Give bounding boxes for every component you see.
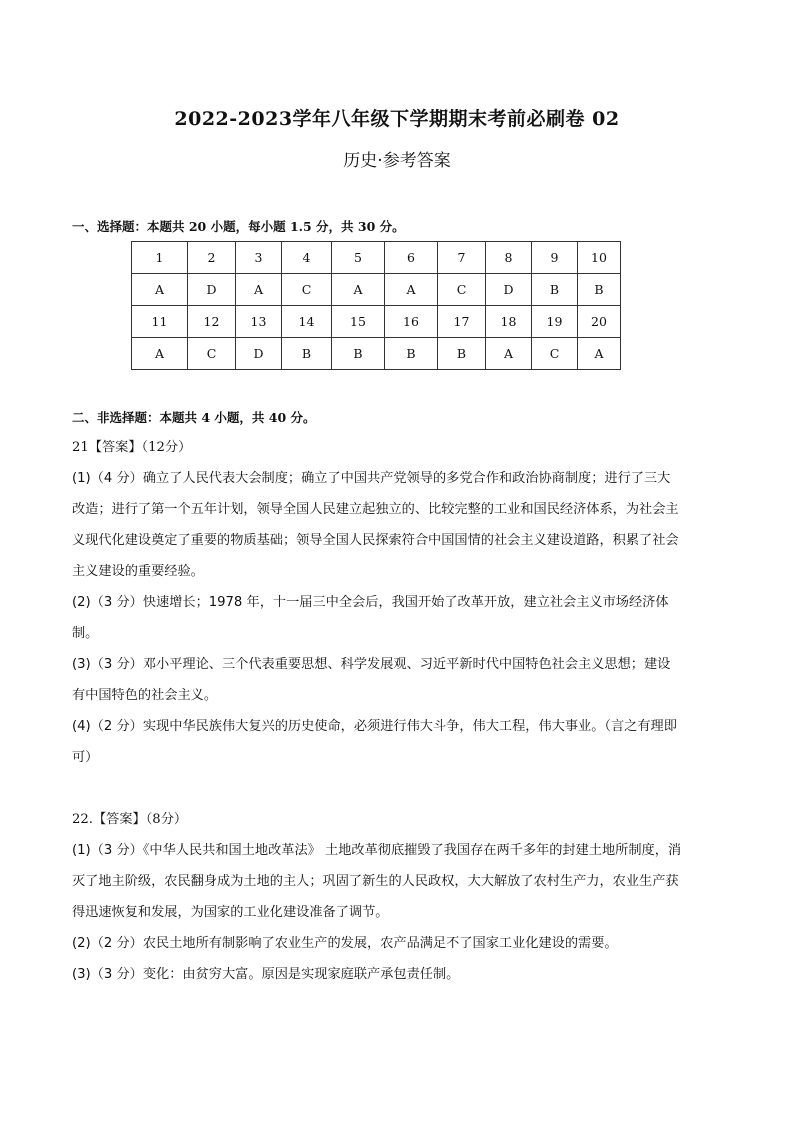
question-number-cell: 17 [438,306,486,338]
answer-cell: C [532,338,578,370]
question-number-cell: 20 [578,306,621,338]
answer-cell: A [132,338,188,370]
question-number-cell: 4 [282,242,332,274]
answer-cell: B [532,274,578,306]
q21-answer-1: (1)（4 分）确立了人民代表大会制度；确立了中国共产党领导的多党合作和政治协商制度；进行了三大改造；进行了第一个五年计划，领导全国人民建立起独立的、比较完整的工业和国民经济体系，为社会主义现代化建设奠定了重要的物质基础；领导全国人民探索符合中国国情的社会主义建设道路，积累了社会主义建设的重要经验。 [72,471,679,579]
question-number-cell: 3 [236,242,282,274]
q22-answer-2: (2)（2 分）农民土地所有制影响了农业生产的发展，农产品满足不了国家工业化建设的需要。 [72,936,618,951]
section-heading-choice: 一、选择题：本题共 20 小题，每小题 1.5 分，共 30 分。 [72,219,405,234]
answer-cell: A [132,274,188,306]
question-number-cell: 15 [332,306,385,338]
q21-answer-2: (2)（3 分）快速增长；1978 年，十一届三中全会后，我国开始了改革开放，建立社会主义市场经济体制。 [72,595,669,641]
answer-cell: A [332,274,385,306]
answer-cell: A [385,274,438,306]
question-number-cell: 12 [188,306,236,338]
answer-cell: B [385,338,438,370]
answer-cell: A [578,338,621,370]
q22-heading: 22.【答案】（8分） [72,812,188,827]
question-number-cell: 16 [385,306,438,338]
question-number-row [132,242,621,274]
answer-cell: C [438,274,486,306]
answer-cell: D [486,274,532,306]
spacer [72,773,682,804]
question-number-cell: 11 [132,306,188,338]
question-number-cell: 6 [385,242,438,274]
answers-block [72,432,682,990]
q21-heading: 21【答案】（12分） [72,440,192,455]
answer-cell: D [236,338,282,370]
answer-cell: A [486,338,532,370]
question-number-cell: 7 [438,242,486,274]
question-number-cell: 13 [236,306,282,338]
answer-cell: C [188,338,236,370]
question-number-cell: 18 [486,306,532,338]
question-number-cell: 10 [578,242,621,274]
question-number-cell: 2 [188,242,236,274]
q22-answer-3: (3)（3 分）变化：由贫穷大富。原因是实现家庭联产承包责任制。 [72,967,460,982]
question-number-cell: 19 [532,306,578,338]
page-subtitle: 历史·参考答案 [343,151,451,171]
answer-cell: D [188,274,236,306]
section-heading-nonchoice: 二、非选择题：本题共 4 小题，共 40 分。 [72,410,316,425]
answer-cell: B [438,338,486,370]
answer-cell: A [236,274,282,306]
answer-cell: B [578,274,621,306]
answer-cell: B [282,338,332,370]
q21-answer-3: (3)（3 分）邓小平理论、三个代表重要思想、科学发展观、习近平新时代中国特色社会主义思想；建设有中国特色的社会主义。 [72,657,671,703]
answer-cell: B [332,338,385,370]
choice-answer-table [131,241,621,370]
answer-row [132,338,621,370]
q22-answer-1: (1)（3 分）《中华人民共和国土地改革法》 土地改革彻底摧毁了我国存在两千多年的封建土地所制度，消灭了地主阶级，农民翻身成为土地的主人；巩固了新生的人民政权，大大解放了农村生产力，农业生产获得迅速恢复和发展，为国家的工业化建设准备了调节。 [72,843,682,920]
question-number-cell: 9 [532,242,578,274]
question-number-cell: 1 [132,242,188,274]
answer-row [132,274,621,306]
q21-answer-4: (4)（2 分）实现中华民族伟大复兴的历史使命，必须进行伟大斗争，伟大工程，伟大事业。（言之有理即可） [72,719,677,765]
question-number-cell: 8 [486,242,532,274]
question-number-row [132,306,621,338]
page-title: 2022-2023学年八年级下学期期末考前必刷卷 02 [174,108,620,130]
question-number-cell: 14 [282,306,332,338]
question-number-cell: 5 [332,242,385,274]
answer-cell: C [282,274,332,306]
